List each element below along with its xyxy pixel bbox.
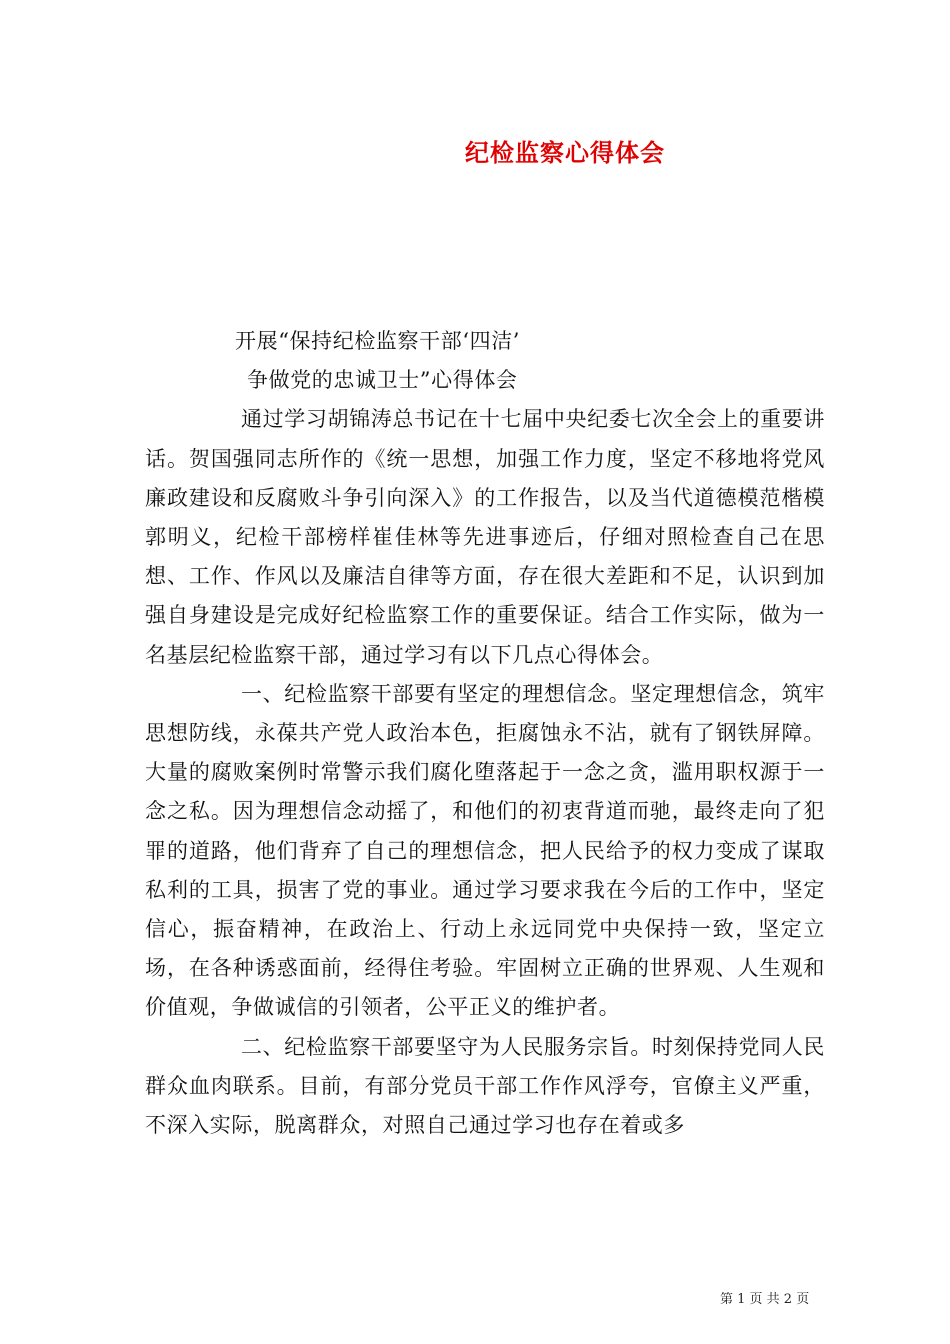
subtitle-line-1: 开展“保持纪检监察干部‘四洁’ (235, 329, 521, 353)
page-number: 第 1 页 共 2 页 (720, 1292, 810, 1307)
paragraph-point-2: 二、纪检监察干部要坚守为人民服务宗旨。时刻保持党同人民群众血肉联系。目前，有部分党员干部工作作风浮夸，官僚主义严重，不深入实际，脱离群众，对照自己通过学习也存在着或多 (145, 1034, 825, 1138)
paragraph-point-1: 一、纪检监察干部要有坚定的理想信念。坚定理想信念，筑牢思想防线，永葆共产党人政治本色，拒腐蚀永不沾，就有了钢铁屏障。大量的腐败案例时常警示我们腐化堕落起于一念之贪，滥用职权源于一念之私。因为理想信念动摇了，和他们的初衷背道而驰，最终走向了犯罪的道路，他们背弃了自己的理想信念，把人民给予的权力变成了谋取私利的工具，损害了党的事业。通过学习要求我在今后的工作中，坚定信心，振奋精神，在政治上、行动上永远同党中央保持一致，坚定立场，在各种诱惑面前，经得住考验。牢固树立正确的世界观、人生观和价值观，争做诚信的引领者，公平正义的维护者。 (145, 681, 825, 1020)
subtitle-line-2: 争做党的忠诚卫士”心得体会 (247, 368, 518, 393)
document-body (145, 322, 825, 1145)
document-title: 纪检监察心得体会 (465, 139, 665, 167)
paragraph-intro: 通过学习胡锦涛总书记在十七届中央纪委七次全会上的重要讲话。贺国强同志所作的《统一思想，加强工作力度，坚定不移地将党风廉政建设和反腐败斗争引向深入》的工作报告，以及当代道德模范楷模郭明义，纪检干部榜样崔佳林等先进事迹后，仔细对照检查自己在思想、工作、作风以及廉洁自律等方面，存在很大差距和不足，认识到加强自身建设是完成好纪检监察工作的重要保证。结合工作实际，做为一名基层纪检监察干部，通过学习有以下几点心得体会。 (145, 407, 825, 667)
